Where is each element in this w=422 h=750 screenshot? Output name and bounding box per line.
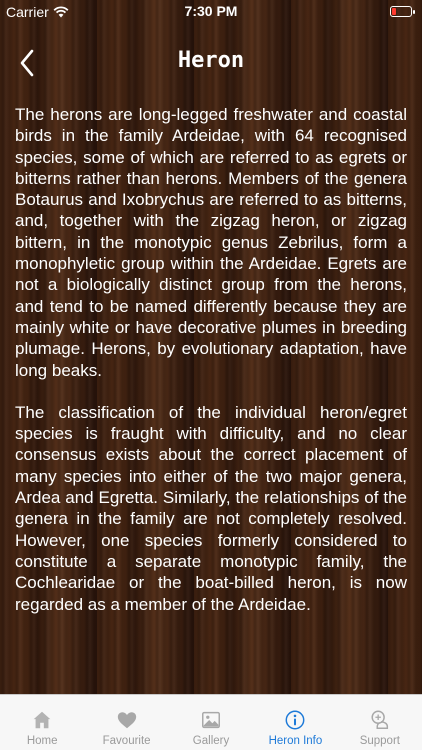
- battery-icon: [390, 6, 412, 17]
- tab-heron-info[interactable]: [253, 695, 337, 750]
- tab-home[interactable]: [0, 695, 84, 750]
- carrier-label: Carrier: [6, 4, 49, 20]
- status-bar: [0, 0, 422, 24]
- tab-label: Gallery: [192, 735, 230, 747]
- article-paragraph: The classification of the individual heron/egret species is fraught with difficulty, and no clear consensus exists about the correct placement of many species into either of the two major genera, Ardea and Egretta. Similarly, the relationships of the genera in the family are not completely resolved. However, one species formerly considered to constitute a separate monotypic family, the Cochlearidae or the boat-billed heron, is now regarded as a member of the Ardeidae.: [15, 402, 407, 614]
- tab-label: Heron Info: [268, 735, 323, 747]
- support-icon: [369, 709, 391, 731]
- tab-favourite[interactable]: [84, 695, 168, 750]
- gallery-icon: [200, 709, 222, 731]
- article-content[interactable]: [15, 104, 407, 690]
- info-icon: [284, 709, 306, 731]
- home-icon: [31, 709, 53, 731]
- navigation-bar: [0, 24, 422, 100]
- status-time: 7:30 PM: [184, 3, 238, 19]
- tab-label: Support: [359, 735, 400, 747]
- tab-support[interactable]: [338, 695, 422, 750]
- tab-bar: [0, 694, 422, 750]
- tab-label: Favourite: [102, 735, 151, 747]
- heart-icon: [116, 709, 138, 731]
- page-title: Heron: [177, 48, 245, 73]
- article-paragraph: The herons are long-legged freshwater and coastal birds in the family Ardeidae, with 64 recognised species, some of which are referred to as egrets or bitterns rather than herons. Members of the genera Botaurus and Ixobrychus are referred to as bitterns, and, together with the zigzag heron, or zigzag bittern, in the monotypic genus Zebrilus, form a monophyletic group within the Ardeidae. Egrets are not a biologically distinct group from the herons, and tend to be named differently because they are mainly white or have decorative plumes in breeding plumage. Herons, by evolutionary adaptation, have long beaks.: [15, 105, 407, 380]
- tab-label: Home: [26, 735, 58, 747]
- tab-gallery[interactable]: [169, 695, 253, 750]
- battery-level: [392, 8, 396, 15]
